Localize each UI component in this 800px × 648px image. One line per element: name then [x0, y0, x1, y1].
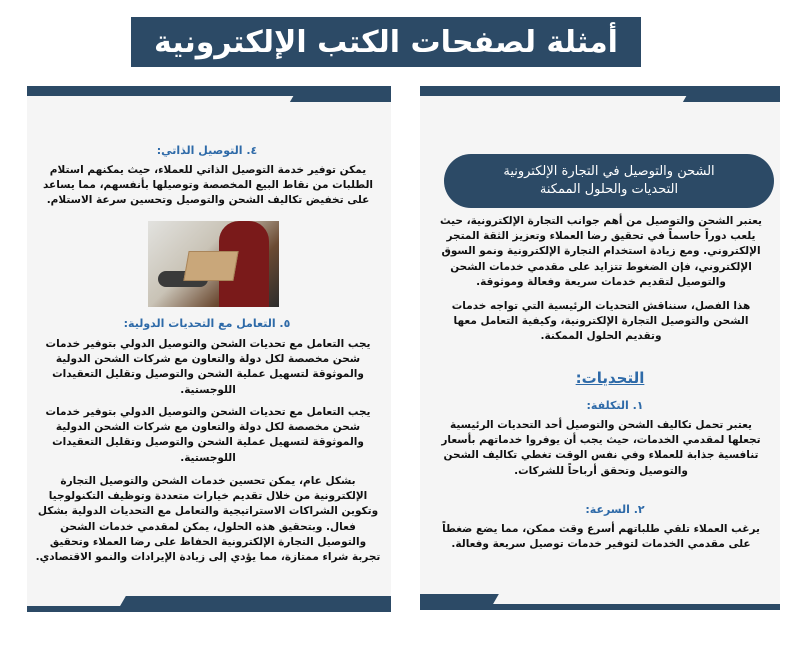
self-delivery-paragraph: يمكن توفير خدمة التوصيل الذاتي للعملاء، حيث يمكنهم استلام الطلبات من نقاط البيع المخصصة وتوصيلها بأنفسهم، مما يساعد على تخفيض تكاليف الشحن والتوصيل وتحسين سرعة الاستلام.	[42, 164, 374, 207]
intl-paragraph-1: يجب التعامل مع تحديات الشحن والتوصيل الدولي بتوفير خدمات شحن مخصصة لكل دولة والتعاون مع شركات الشحن الدولية والموثوقة لتسهيل عملية الشحن والتوصيل وتقليل التعقيدات اللوجستية.	[45, 338, 371, 396]
intro-paragraph: يعتبر الشحن والتوصيل من أهم جوانب التجارة الإلكترونية، حيث يلعب دوراً حاسماً في تحقيق رضا العملاء وتعزيز الثقة المتجر الإلكتروني. ومع زيادة استخدام التجارة الإلكترونية ونمو السوق الإلكتروني، فإن الضغوط تتزايد على مقدمي خدمات الشحن والتوصيل لتقديم خدمات سريعة وفعالة وموثوقة.	[439, 215, 763, 288]
top-wave	[420, 96, 686, 118]
intl-paragraph-2: يجب التعامل مع تحديات الشحن والتوصيل الدولي بتوفير خدمات شحن مخصصة لكل دولة والتعاون مع شركات الشحن الدولية والموثوقة لتسهيل عملية الشحن والتوصيل وتقليل التعقيدات اللوجستية.	[45, 406, 371, 464]
self-delivery-heading: ٤. التوصيل الذاتي:	[156, 144, 258, 157]
challenges-heading: التحديات:	[575, 369, 645, 387]
conclusion-paragraph: بشكل عام، يمكن تحسين خدمات الشحن والتوصيل التجارة الإلكترونية من خلال تقديم خيارات متعددة وتوظيف التكنولوجيا وتكوين الشراكات الاستراتيجية والتعامل مع التحديات الدولية بشكل فعال. وبتحقيق هذه الحلول، يمكن لمقدمي خدمات الشحن والتوصيل التجارة الإلكترونية الحفاظ على رضا العملاء وتحقيق تجربة شراء ممتازة، مما يؤدي إلى زيادة الإيرادات والنمو الاقتصادي.	[35, 475, 381, 564]
intro-paragraph-2: هذا الفصل، سنناقش التحديات الرئيسية التي تواجه خدمات الشحن والتوصيل التجارة الإلكترونية، وكيفية التعامل معها وتقديم الحلول الممكنة.	[451, 300, 751, 343]
chapter-heading-line1: الشحن والتوصيل في التجارة الإلكترونية	[503, 164, 715, 180]
main-title-text: أمثلة لصفحات الكتب الإلكترونية	[154, 24, 618, 60]
top-wave	[27, 96, 293, 118]
ebook-page-left	[27, 86, 391, 612]
chapter-heading	[444, 154, 774, 208]
intl-heading: ٥. التعامل مع التحديات الدولية:	[123, 317, 291, 330]
ebook-page-right	[420, 86, 780, 610]
main-title	[131, 17, 641, 67]
delivery-photo	[148, 221, 279, 307]
bottom-wave	[27, 582, 134, 606]
cost-heading: ١. التكلفة:	[586, 399, 644, 412]
chapter-heading-line2: التحديات والحلول الممكنة	[539, 182, 679, 197]
speed-paragraph: يرغب العملاء تلقي طلباتهم أسرع وقت ممكن، مما يضع ضغطاً على مقدمي الخدمات لتوفير خدمات توصيل سريعة وفعالة.	[442, 523, 760, 551]
parcel-box	[183, 251, 238, 281]
speed-heading: ٢. السرعة:	[585, 503, 645, 516]
cost-paragraph: يعتبر تحمل تكاليف الشحن والتوصيل أحد التحديات الرئيسية تجعلها لمقدمي الخدمات، حيث يجب أن يوفروا خدماتهم بأسعار تنافسية جذابة للعملاء وفي نفس الوقت تغطي تكاليف الشحن والتوصيل وتحقق أرباحاً للشركات.	[441, 419, 761, 477]
bottom-wave	[493, 580, 780, 604]
